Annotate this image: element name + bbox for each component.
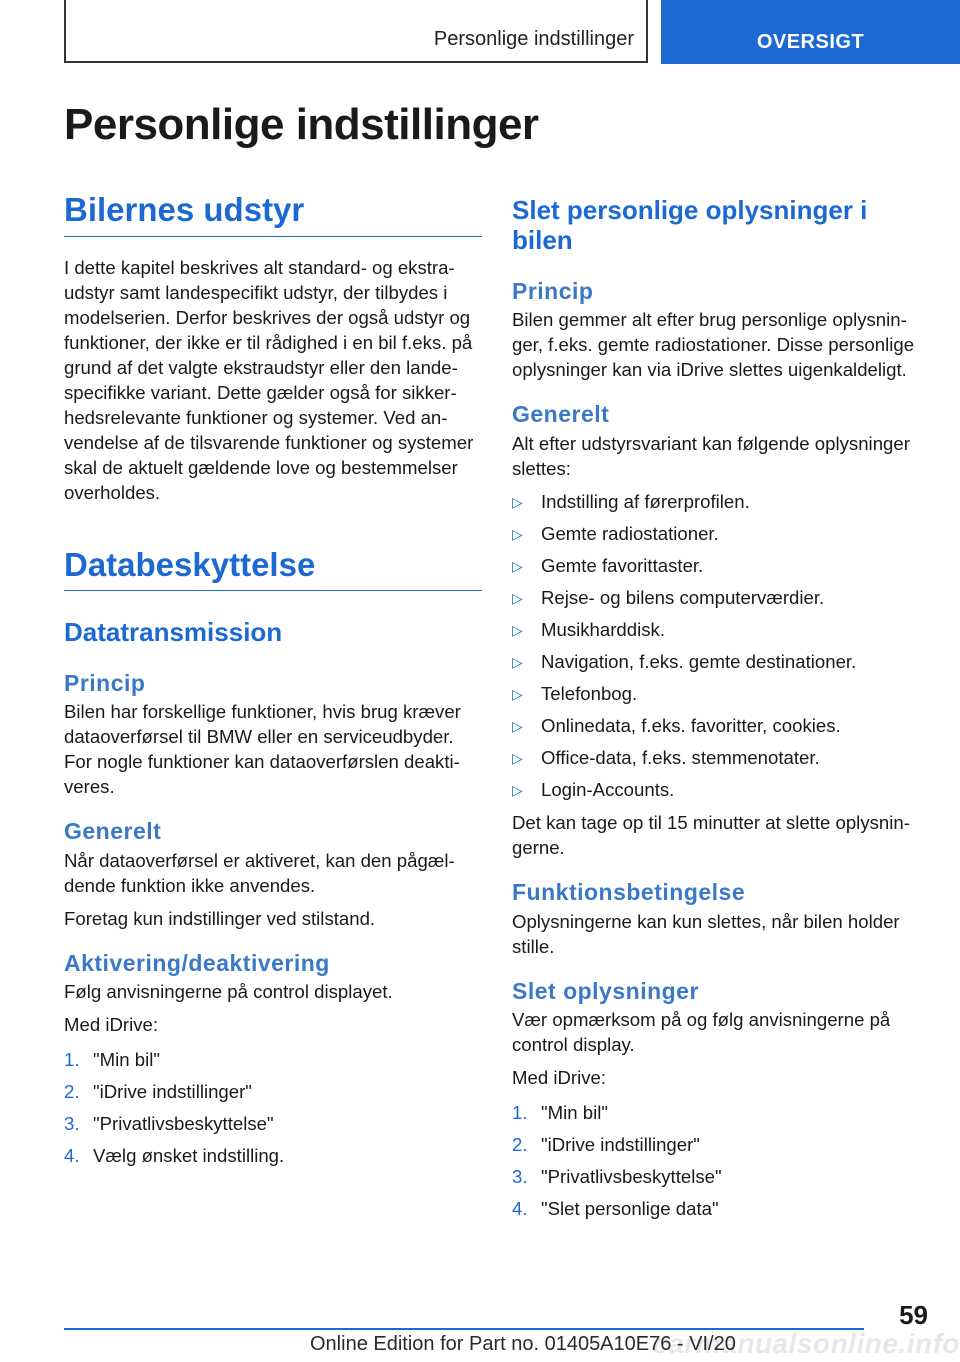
list-item: 1. "Min bil" xyxy=(64,1049,160,1071)
list-item: ▷ Onlinedata, f.eks. favoritter, cookies. xyxy=(512,713,930,738)
heading-princip-left: Princip xyxy=(64,669,146,696)
heading-funktionsbetingelse: Funktionsbetingelse xyxy=(512,879,746,905)
paragraph-aktivering-2: Med iDrive: xyxy=(64,1014,159,1036)
steps-list-right xyxy=(512,1100,930,1221)
page-number: 59 xyxy=(899,1300,928,1330)
heading-datatransmission: Datatransmission xyxy=(64,617,283,648)
paragraph-generelt-left-1: Når dataoverførsel er aktiveret, kan den pågældende funktion ikke anvendes. xyxy=(64,849,455,896)
paragraph-udstyr: I dette kapitel beskrives alt standard- og ekstraudstyr samt landespecifikt udstyr, der tilbydes i modelserien. Derfor beskrives der også udstyr og funktioner, der ikke er til rådighed i en bil f.eks. på grund af det valgte ekstraudstyr eller den landespecifikke variant. Dette gælder også for sikkerhedsrelevante funktioner og systemer. Ved anvendelse af de tilsvarende funktioner og systemer skal de aktuelt gældende love og bestemmelser overholdes. xyxy=(64,256,474,503)
page-title: Personlige indstillinger xyxy=(64,100,539,149)
steps-list-left xyxy=(64,1047,482,1168)
triangle-bullet-icon: ▷ xyxy=(512,494,523,510)
triangle-bullet-icon: ▷ xyxy=(512,558,523,574)
list-item: ▷ Login-Accounts. xyxy=(512,777,930,802)
heading-databeskyttelse: Databeskyttelse xyxy=(64,545,482,592)
header-section-title: Personlige indstillinger xyxy=(433,28,634,50)
heading-princip-right: Princip xyxy=(512,277,594,304)
list-item: 3. "Privatlivsbeskyttelse" xyxy=(512,1166,722,1188)
paragraph-slet-2: Med iDrive: xyxy=(512,1067,607,1089)
list-item: ▷ Office-data, f.eks. stemmenotater. xyxy=(512,745,930,770)
list-item: ▷ Musikharddisk. xyxy=(512,617,930,642)
list-item: ▷ Navigation, f.eks. gemte destinationer. xyxy=(512,649,930,674)
data-bullet-list xyxy=(512,489,930,802)
list-item: 2. "iDrive indstillinger" xyxy=(64,1081,252,1103)
watermark: carmanualsonline.info xyxy=(652,1328,960,1359)
list-item: ▷ Gemte radiostationer. xyxy=(512,521,930,546)
triangle-bullet-icon: ▷ xyxy=(512,590,523,606)
triangle-bullet-icon: ▷ xyxy=(512,686,523,702)
list-item: 4. "Slet personlige data" xyxy=(512,1198,719,1220)
list-item: 1. "Min bil" xyxy=(512,1102,608,1124)
triangle-bullet-icon: ▷ xyxy=(512,526,523,542)
paragraph-generelt-right: Alt efter udstyrsvariant kan følgende oplysninger slettes: xyxy=(512,433,910,479)
tab-oversigt[interactable]: OVERSIGT xyxy=(661,0,960,64)
heading-aktivering: Aktivering/deaktivering xyxy=(64,949,330,976)
list-item: ▷ Gemte favorittaster. xyxy=(512,553,930,578)
paragraph-princip-right: Bilen gemmer alt efter brug personlige oplysninger, f.eks. gemte radiostationer. Disse personlige oplysninger kan via iDrive slettes uigenkaldeligt. xyxy=(512,309,915,381)
right-column xyxy=(512,190,930,1221)
footer-edition: Online Edition for Part no. 01405A10E76 - VI/20 xyxy=(310,1333,736,1355)
triangle-bullet-icon: ▷ xyxy=(512,750,523,766)
paragraph-tid: Det kan tage op til 15 minutter at slette oplysningerne. xyxy=(512,812,910,858)
paragraph-aktivering-1: Følg anvisningerne på control displayet. xyxy=(64,981,393,1003)
heading-slet-personlige: Slet personlige oplysninger i bilen xyxy=(512,195,868,256)
heading-bilernes-udstyr: Bilernes udstyr xyxy=(64,190,482,237)
list-item: 3. "Privatlivsbeskyttelse" xyxy=(64,1113,274,1135)
list-item: 2. "iDrive indstillinger" xyxy=(512,1134,700,1156)
list-item: ▷ Telefonbog. xyxy=(512,681,930,706)
paragraph-princip-left: Bilen har forskellige funktioner, hvis brug kræver dataoverførsel til BMW eller en serviceudbyder. For nogle funktioner kan dataoverførslen deaktiveres. xyxy=(64,701,461,798)
heading-generelt-right: Generelt xyxy=(512,401,610,428)
triangle-bullet-icon: ▷ xyxy=(512,622,523,638)
heading-generelt-left: Generelt xyxy=(64,818,162,845)
list-item: ▷ Rejse- og bilens computerværdier. xyxy=(512,585,930,610)
paragraph-funktionsbetingelse: Oplysningerne kan kun slettes, når bilen holder stille. xyxy=(512,910,900,957)
paragraph-slet-1: Vær opmærksom på og følg anvisningerne på control display. xyxy=(512,1009,891,1056)
left-column xyxy=(64,190,482,1168)
triangle-bullet-icon: ▷ xyxy=(512,718,523,734)
heading-slet-oplysninger: Slet oplysninger xyxy=(512,977,699,1004)
list-item: ▷ Indstilling af førerprofilen. xyxy=(512,489,930,514)
triangle-bullet-icon: ▷ xyxy=(512,654,523,670)
triangle-bullet-icon: ▷ xyxy=(512,782,523,798)
list-item: 4. Vælg ønsket indstilling. xyxy=(64,1145,285,1167)
paragraph-generelt-left-2: Foretag kun indstillinger ved stilstand. xyxy=(64,907,376,929)
